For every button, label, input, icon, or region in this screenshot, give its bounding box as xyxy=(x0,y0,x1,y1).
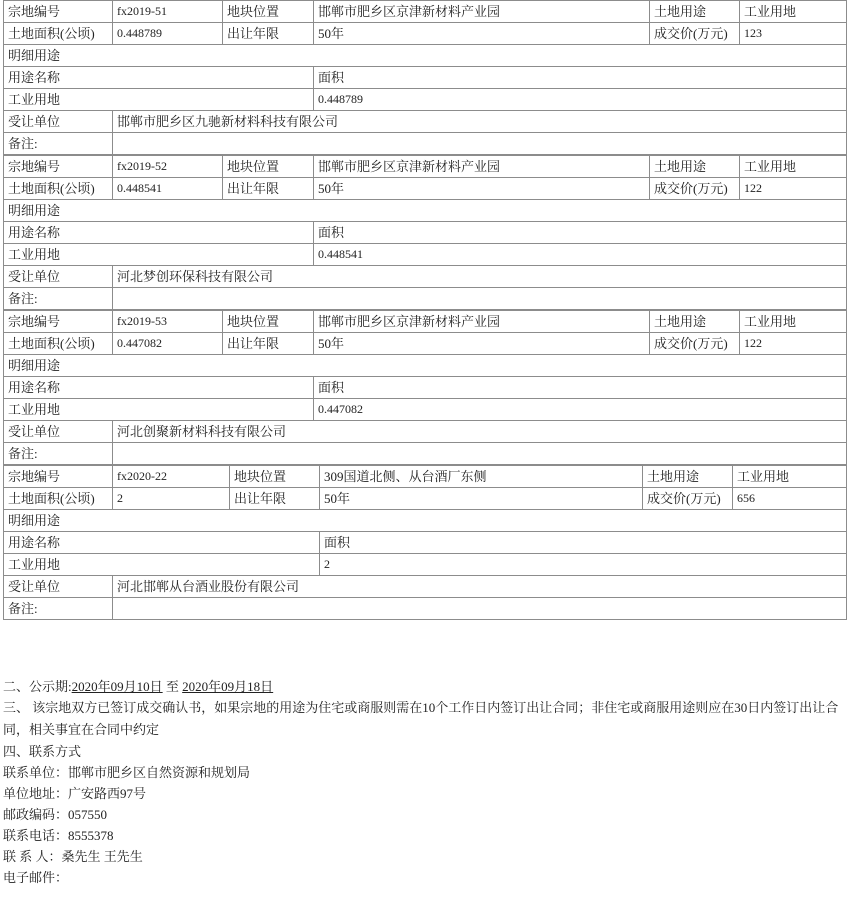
detail-use-name-value: 工业用地 xyxy=(4,399,314,421)
label-location: 地块位置 xyxy=(230,466,320,488)
price-value: 122 xyxy=(740,333,847,355)
table-row xyxy=(4,532,847,554)
label-price: 成交价(万元) xyxy=(650,23,740,45)
detail-use-name-value: 工业用地 xyxy=(4,244,314,266)
label-remarks: 备注: xyxy=(4,288,113,310)
table-row xyxy=(4,333,847,355)
table-row xyxy=(4,266,847,288)
label-term: 出让年限 xyxy=(223,178,314,200)
table-row xyxy=(4,311,847,333)
remarks-value xyxy=(113,443,847,465)
parcel-table xyxy=(3,465,847,620)
parcel-no-value: fx2019-51 xyxy=(113,1,223,23)
table-row xyxy=(4,45,847,67)
table-row xyxy=(4,377,847,399)
label-remarks: 备注: xyxy=(4,133,113,155)
label-parcel-no: 宗地编号 xyxy=(4,156,113,178)
detail-use-name-value: 工业用地 xyxy=(4,89,314,111)
table-row xyxy=(4,67,847,89)
table-row xyxy=(4,421,847,443)
label-land-use: 土地用途 xyxy=(650,1,740,23)
term-value: 50年 xyxy=(320,488,643,510)
label-use-name: 用途名称 xyxy=(4,67,314,89)
detail-area-value: 0.448541 xyxy=(314,244,847,266)
contact-email: 电子邮件： xyxy=(3,870,69,885)
label-detail-use: 明细用途 xyxy=(4,45,847,67)
table-row xyxy=(4,355,847,377)
area-value: 0.448541 xyxy=(113,178,223,200)
label-term: 出让年限 xyxy=(230,488,320,510)
land-use-value: 工业用地 xyxy=(733,466,847,488)
contact-unit: 联系单位：邯郸市肥乡区自然资源和规划局 xyxy=(3,765,251,780)
table-row xyxy=(4,133,847,155)
notice-start-date-link[interactable]: 2020年09月10日 xyxy=(71,679,163,694)
label-grantee: 受让单位 xyxy=(4,111,113,133)
notice-to: 至 xyxy=(165,679,179,694)
area-value: 2 xyxy=(113,488,230,510)
label-price: 成交价(万元) xyxy=(643,488,733,510)
label-land-use: 土地用途 xyxy=(650,311,740,333)
label-land-use: 土地用途 xyxy=(650,156,740,178)
detail-use-name-value: 工业用地 xyxy=(4,554,320,576)
table-row xyxy=(4,399,847,421)
contact-postcode: 邮政编码：057550 xyxy=(3,807,108,822)
label-price: 成交价(万元) xyxy=(650,178,740,200)
table-row xyxy=(4,178,847,200)
table-row xyxy=(4,222,847,244)
table-row xyxy=(4,156,847,178)
label-area: 土地面积(公顷) xyxy=(4,488,113,510)
notice-period xyxy=(3,676,846,697)
parcel-table xyxy=(3,155,847,310)
label-term: 出让年限 xyxy=(223,333,314,355)
table-row xyxy=(4,576,847,598)
price-value: 123 xyxy=(740,23,847,45)
label-location: 地块位置 xyxy=(223,156,314,178)
label-detail-area: 面积 xyxy=(314,377,847,399)
table-row xyxy=(4,466,847,488)
label-price: 成交价(万元) xyxy=(650,333,740,355)
parcel-no-value: fx2019-52 xyxy=(113,156,223,178)
table-row xyxy=(4,598,847,620)
parcel-tables xyxy=(3,0,846,620)
label-use-name: 用途名称 xyxy=(4,377,314,399)
notice-end-date-link[interactable]: 2020年09月18日 xyxy=(182,679,274,694)
price-value: 122 xyxy=(740,178,847,200)
contact-title: 四、联系方式 xyxy=(3,744,82,759)
grantee-value: 邯郸市肥乡区九驰新材料科技有限公司 xyxy=(113,111,847,133)
location-value: 邯郸市肥乡区京津新材料产业园 xyxy=(314,311,650,333)
table-row xyxy=(4,111,847,133)
detail-area-value: 0.448789 xyxy=(314,89,847,111)
detail-area-value: 2 xyxy=(320,554,847,576)
remarks-value xyxy=(113,288,847,310)
table-row xyxy=(4,244,847,266)
grantee-value: 河北梦创环保科技有限公司 xyxy=(113,266,847,288)
parcel-table xyxy=(3,0,847,155)
terms-paragraph: 三、 该宗地双方已签订成交确认书，如果宗地的用途为住宅或商服则需在10个工作日内签订出让合同；非住宅或商服用途则应在30日内签订出让合同，相关事宜在合同中约定 xyxy=(3,700,839,737)
contact-phone: 联系电话：8555378 xyxy=(3,828,114,843)
remarks-value xyxy=(113,133,847,155)
table-row xyxy=(4,510,847,532)
area-value: 0.448789 xyxy=(113,23,223,45)
location-value: 邯郸市肥乡区京津新材料产业园 xyxy=(314,1,650,23)
table-row xyxy=(4,488,847,510)
label-location: 地块位置 xyxy=(223,1,314,23)
term-value: 50年 xyxy=(314,23,650,45)
label-grantee: 受让单位 xyxy=(4,576,113,598)
land-use-value: 工业用地 xyxy=(740,156,847,178)
label-area: 土地面积(公顷) xyxy=(4,23,113,45)
label-area: 土地面积(公顷) xyxy=(4,333,113,355)
table-row xyxy=(4,1,847,23)
term-value: 50年 xyxy=(314,178,650,200)
price-value: 656 xyxy=(733,488,847,510)
table-row xyxy=(4,554,847,576)
table-row xyxy=(4,23,847,45)
label-parcel-no: 宗地编号 xyxy=(4,311,113,333)
remarks-value xyxy=(113,598,847,620)
label-detail-area: 面积 xyxy=(314,67,847,89)
grantee-value: 河北创聚新材料科技有限公司 xyxy=(113,421,847,443)
table-row xyxy=(4,443,847,465)
label-grantee: 受让单位 xyxy=(4,266,113,288)
label-term: 出让年限 xyxy=(223,23,314,45)
label-detail-use: 明细用途 xyxy=(4,355,847,377)
label-detail-area: 面积 xyxy=(320,532,847,554)
table-row xyxy=(4,89,847,111)
table-row xyxy=(4,288,847,310)
contact-address: 单位地址：广安路西97号 xyxy=(3,786,147,801)
table-row xyxy=(4,200,847,222)
land-use-value: 工业用地 xyxy=(740,1,847,23)
detail-area-value: 0.447082 xyxy=(314,399,847,421)
label-parcel-no: 宗地编号 xyxy=(4,1,113,23)
parcel-no-value: fx2020-22 xyxy=(113,466,230,488)
label-remarks: 备注: xyxy=(4,443,113,465)
label-location: 地块位置 xyxy=(223,311,314,333)
location-value: 邯郸市肥乡区京津新材料产业园 xyxy=(314,156,650,178)
label-detail-use: 明细用途 xyxy=(4,200,847,222)
location-value: 309国道北侧、从台酒厂东侧 xyxy=(320,466,643,488)
label-detail-area: 面积 xyxy=(314,222,847,244)
grantee-value: 河北邯郸从台酒业股份有限公司 xyxy=(113,576,847,598)
area-value: 0.447082 xyxy=(113,333,223,355)
announcement-sections xyxy=(3,676,846,888)
notice-period-label: 二、公示期: xyxy=(3,679,72,694)
term-value: 50年 xyxy=(314,333,650,355)
label-use-name: 用途名称 xyxy=(4,532,320,554)
label-land-use: 土地用途 xyxy=(643,466,733,488)
label-parcel-no: 宗地编号 xyxy=(4,466,113,488)
land-use-value: 工业用地 xyxy=(740,311,847,333)
contact-person: 联 系 人：桑先生 王先生 xyxy=(3,849,143,864)
label-detail-use: 明细用途 xyxy=(4,510,847,532)
label-use-name: 用途名称 xyxy=(4,222,314,244)
label-area: 土地面积(公顷) xyxy=(4,178,113,200)
parcel-table xyxy=(3,310,847,465)
label-grantee: 受让单位 xyxy=(4,421,113,443)
parcel-no-value: fx2019-53 xyxy=(113,311,223,333)
label-remarks: 备注: xyxy=(4,598,113,620)
